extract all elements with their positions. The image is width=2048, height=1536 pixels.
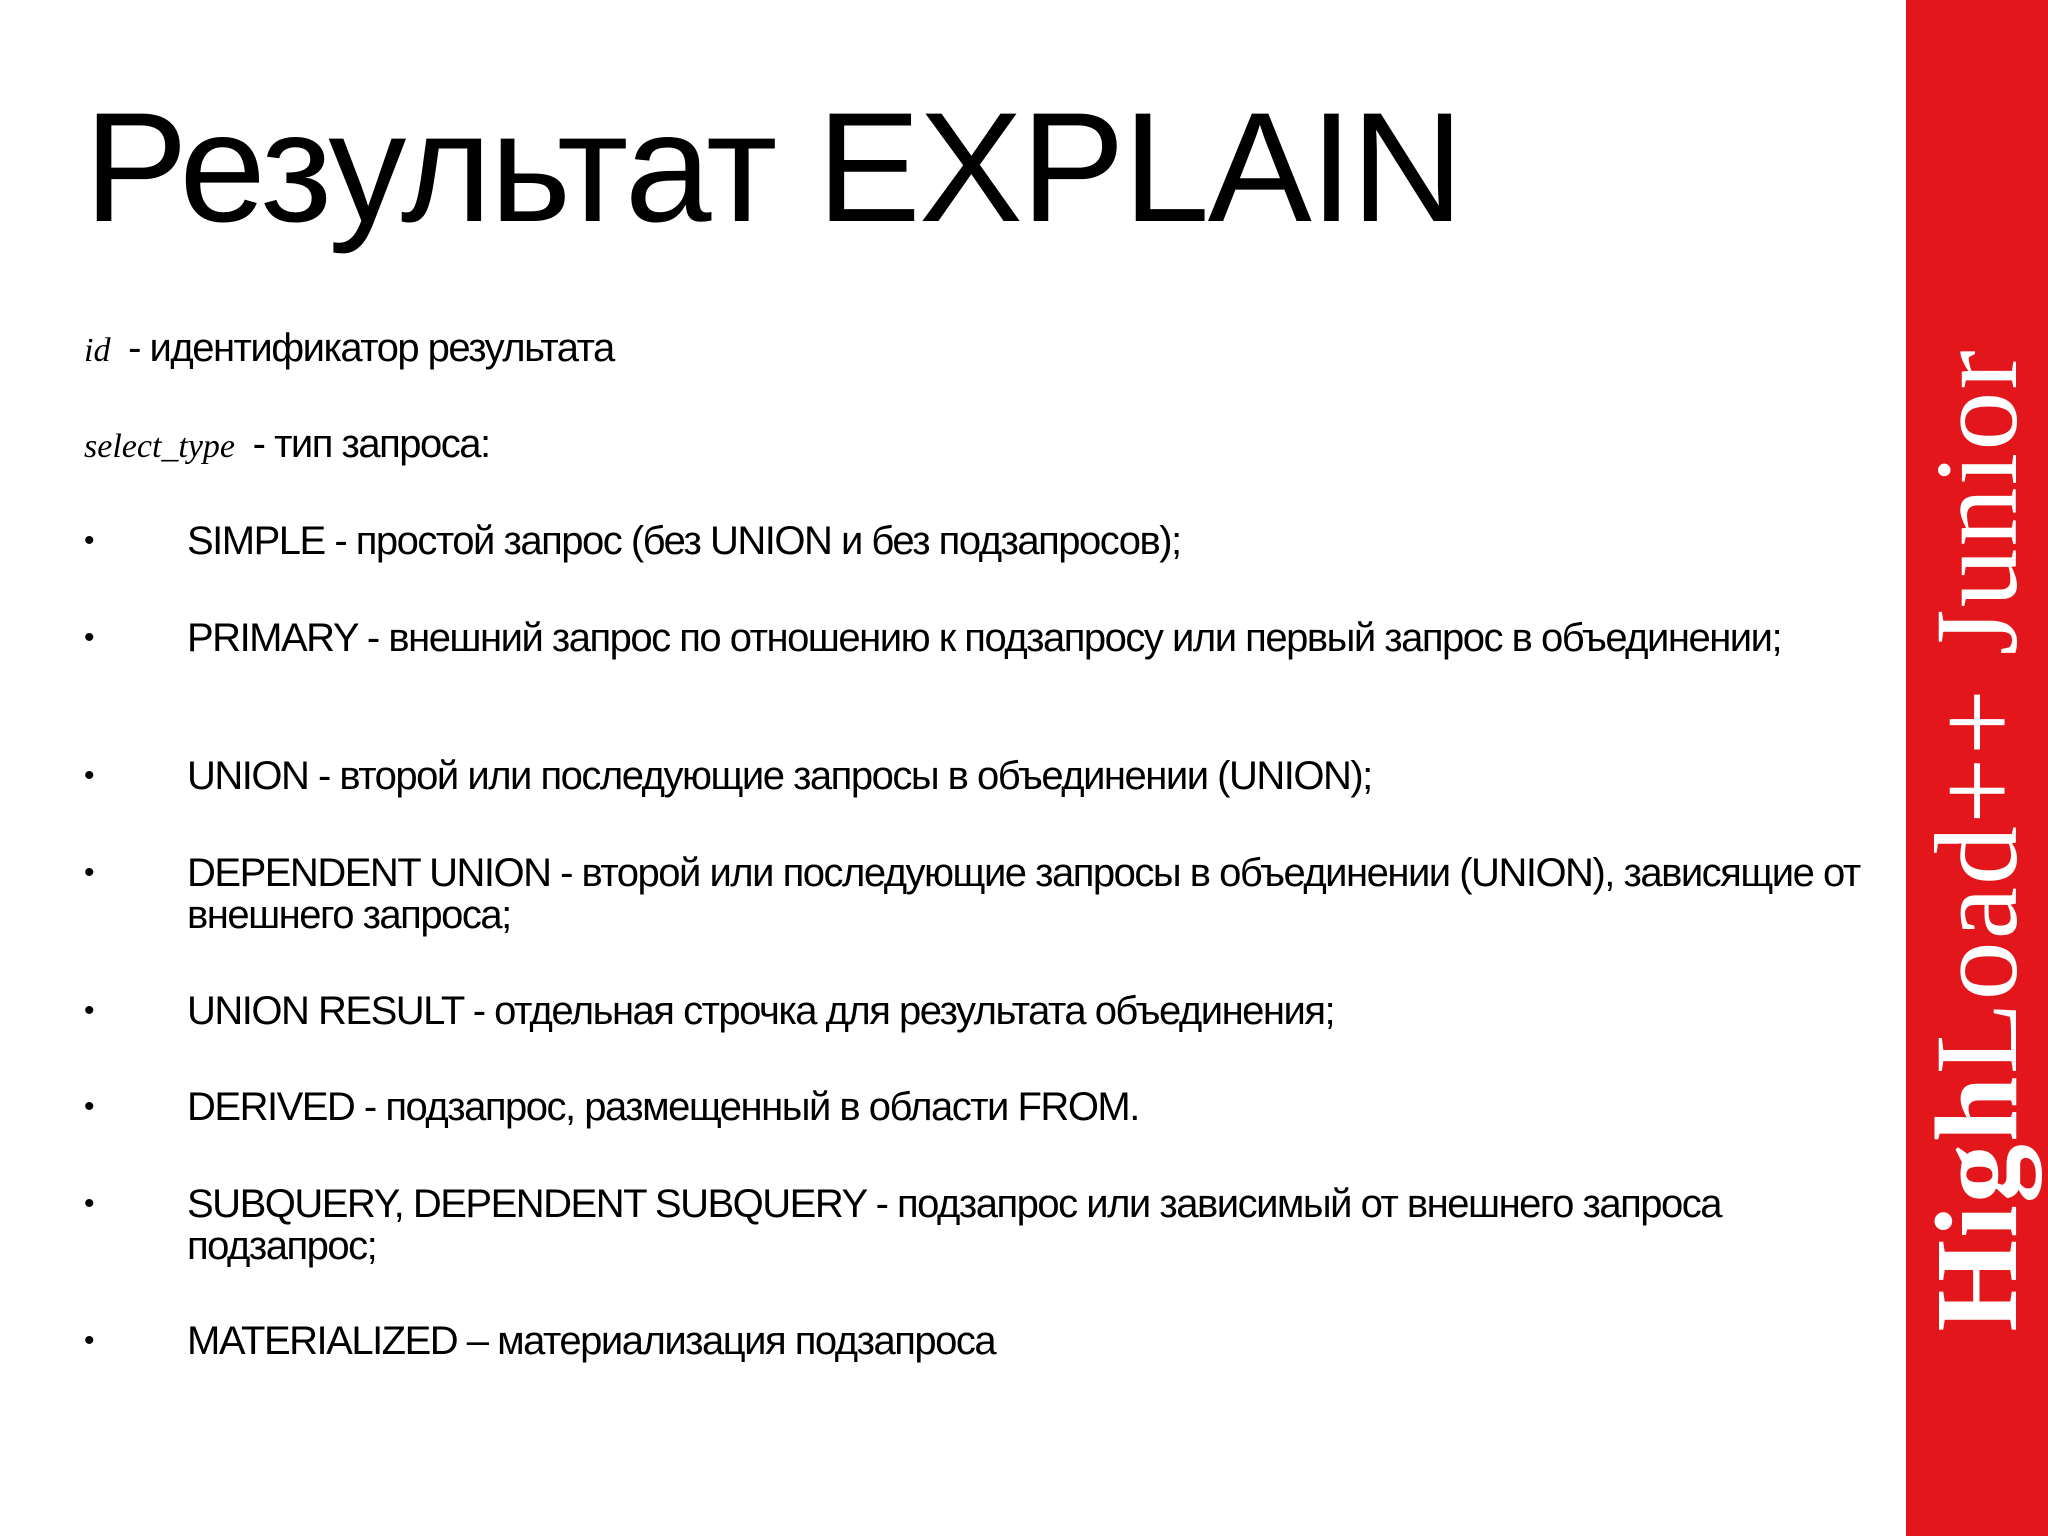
bullet-text: UNION RESULT - отдельная строчка для результата объединения; [187,989,1335,1033]
field-select-type-line [84,424,490,464]
bullet-dot: • [84,759,95,792]
field-description-id: - идентификатор результата [128,326,614,370]
brand-logo-light: Load++ Junior [1911,348,2042,1075]
field-id-line [84,328,614,368]
bullet-dot: • [84,856,95,889]
field-term-select-type: select_type [84,428,236,465]
bullet-dot: • [84,621,95,654]
bullet-text: UNION - второй или последующие запросы в объединении (UNION); [187,754,1372,798]
bullet-text: SIMPLE - простой запрос (без UNION и без подзапросов); [187,519,1181,563]
bullet-dot: • [84,1187,95,1220]
bullet-text: MATERIALIZED – материализация подзапроса [187,1319,996,1363]
bullet-text: DERIVED - подзапрос, размещенный в области FROM. [187,1085,1139,1129]
bullet-dot: • [84,1324,95,1357]
bullet-text: PRIMARY - внешний запрос по отношению к подзапросу или первый запрос в объединении; [187,616,1782,660]
bullet-text: DEPENDENT UNION - второй или последующие запросы в объединении (UNION), зависящие от внешнего запроса; [187,851,1860,937]
brand-logo-text [1911,348,2042,1332]
field-term-id: id [84,332,111,369]
bullet-dot: • [84,524,95,557]
brand-logo-strong: High [1911,1074,2042,1332]
bullet-dot: • [84,1090,95,1123]
slide-title: Результат EXPLAIN [84,81,1462,255]
bullet-text: SUBQUERY, DEPENDENT SUBQUERY - подзапрос или зависимый от внешнего запроса подзапрос; [187,1182,1721,1268]
bullet-dot: • [84,994,95,1027]
field-description-select-type: - тип запроса: [252,422,490,466]
